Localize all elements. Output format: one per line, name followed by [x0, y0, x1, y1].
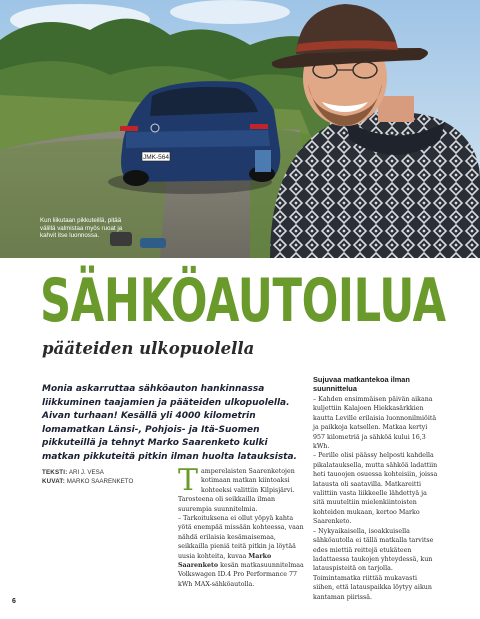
- text-credit: [42, 468, 133, 477]
- photo-credit-label: KUVAT:: [42, 478, 65, 485]
- body-paragraph-text: – Tarkoituksena ei ollut yöpyä kahta yötä enempää missään kohteessa, vaan nähdä erilaisia kesämaisemaa, seikkailla pieniä teitä pitkin ja löytää uusia kohteita, kuvaa: [178, 515, 304, 560]
- person-name: Marko Saarenketo: [178, 552, 272, 570]
- article-lead: [42, 383, 304, 465]
- text-credit-author: ARI J. VESA: [68, 469, 104, 476]
- lead-paragraph: Monia askarruttaa sähköauton hankinnassa liikkuminen taajamien ja pääteiden ulkopuolella. Aivan turhaan! Kesällä yli 4000 kilometrin lomamatkan Länsi-, Pohjois- ja Itä-Suomen pikkuteillä ja tehnyt Marko Saarenketo kulki matkan pikkuteitä pitkin ilman huolta latauksista.: [42, 384, 297, 462]
- article-title: SÄHKÖAUTOILUA: [40, 266, 446, 336]
- body-paragraph: [178, 463, 304, 514]
- article-subtitle: pääteiden ulkopuolella: [42, 339, 255, 358]
- article-credits: [42, 468, 133, 486]
- license-plate: JMK-564: [142, 154, 170, 161]
- text-credit-label: TEKSTI:: [42, 469, 68, 476]
- photo-credit-author: MARKO SAARENKETO: [66, 478, 134, 485]
- body-column-2: [313, 375, 440, 602]
- body-column-1: [178, 463, 304, 589]
- photo-credit: [42, 477, 133, 486]
- drop-cap: T: [178, 463, 199, 498]
- page-number: 6: [12, 598, 16, 605]
- section-heading: Sujuvaa matkantekoa ilman suunnittelua: [313, 375, 410, 393]
- body-paragraph: [178, 514, 304, 589]
- body-paragraph: – Nykyaikaisella, isoakkuisella sähköautolla ei tällä matkalla tarvitse edes miettiä reittejä etukäteen ladattaessa taukojen yhteydessä, kun latauspisteitä on tarjolla. Toimintamatka riittää mukavasti siihen, että latauspaikka löytyy aikun kantaman piirissä.: [313, 527, 434, 601]
- body-paragraph-text: kesän matkasuunnitelmaa Volkswagen ID.4 Pro Performance 77 kWh MAX-sähköautolla.: [178, 562, 304, 588]
- photo-caption: Kun liikutaan pikkuteillä, pitää välillä valmistaa myös ruoat ja kahvit itse luonnossa.: [40, 217, 123, 240]
- body-paragraph: – Kahden ensimmäisen päivän aikana kuljettiin Kalajoen Hiekkasärkkien kautta Leville erilaisia luonnonilmiöitä ja paikkoja katsellen. Matkaa kertyi 957 kilometriä ja sähköä kului 16,3 kWh.: [313, 396, 437, 451]
- body-paragraph-text: amperelaisten Saarenketojen kotimaan matkan kiintoaksi kohteeksi valittiin Kilpisjärvi. Tarosteena oli seikkailla ilman suurempia suunnitelmia.: [178, 468, 295, 513]
- body-paragraph: – Perille olisi päässy helposti kahdella pikalatauksella, mutta sähköä ladattiin heti tauoojen osuessa kohteisiin, joissa latausta oli saatavilla. Matkareitti valittiin vasta liikkeelle lähdettyä ja sitä muuteltiin mielenkiintoisten kohteiden mukaan, kertoo Marko Saarenketo.: [313, 452, 438, 526]
